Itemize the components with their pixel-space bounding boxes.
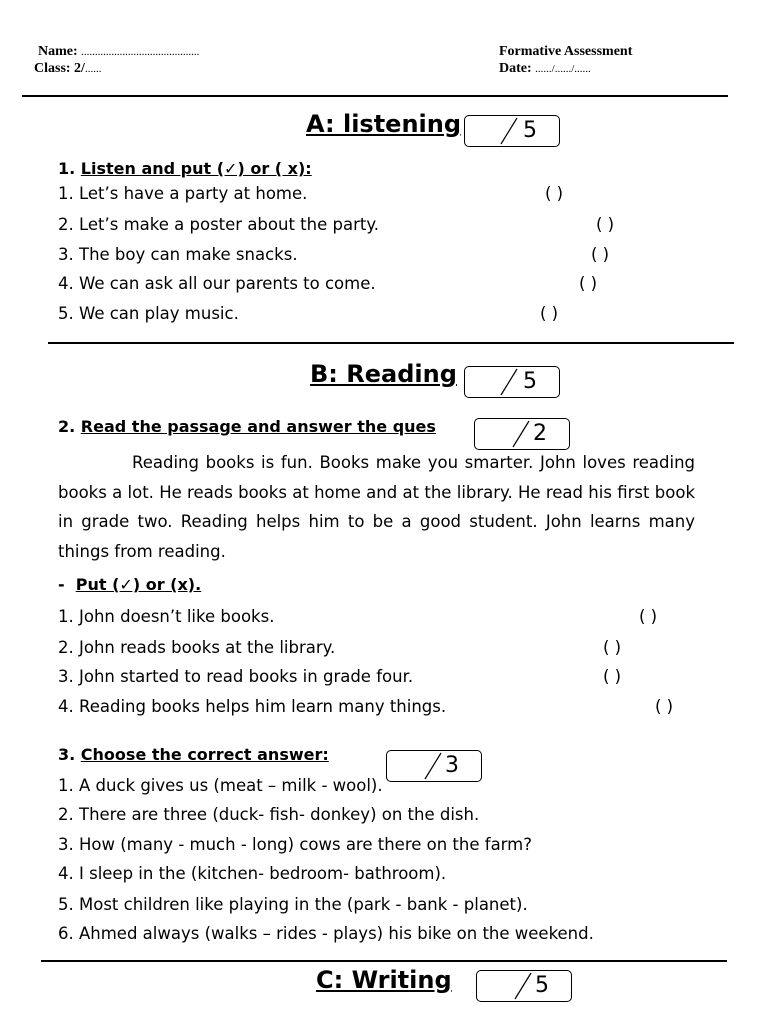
question-3-score: 3 [445,753,459,778]
answer-blank-a1[interactable]: ( ) [545,184,564,203]
tf-item-2: 2. John reads books at the library. [58,638,336,657]
name-field[interactable] [38,44,199,60]
answer-blank-b2[interactable]: ( ) [603,638,622,657]
tf-item-3: 3. John started to read books in grade four. [58,667,414,686]
question-2-heading [58,417,436,436]
question-2-text: Read the passage and answer the ques [80,417,436,436]
date-field[interactable] [499,61,591,77]
section-a-score-box [464,115,560,147]
date-blank[interactable]: ....../....../...... [535,63,591,75]
mc-item-5: 5. Most children like playing in the (park - bank - planet). [58,895,528,914]
question-1-text: Listen and put (✓) or ( x): [80,159,312,178]
question-3-text: Choose the correct answer: [80,745,329,764]
put-instruction [58,575,201,594]
answer-blank-a3[interactable]: ( ) [591,245,610,264]
section-b-title: B: Reading [310,360,457,388]
mc-item-6: 6. Ahmed always (walks – rides - plays) his bike on the weekend. [58,924,594,943]
section-c-score: 5 [535,973,549,998]
question-3-heading [58,745,329,764]
section-b-score: 5 [523,369,537,394]
reading-passage [58,448,695,566]
mc-item-3: 3. How (many - much - long) cows are there on the farm? [58,835,533,854]
assessment-title: Formative Assessment [499,44,633,59]
question-3-number: 3. [58,745,76,764]
header-divider [22,95,728,97]
class-field[interactable] [34,61,101,77]
section-b-score-box [464,366,560,398]
answer-blank-b4[interactable]: ( ) [655,697,674,716]
listening-item-5: 5. We can play music. [58,304,239,323]
answer-blank-a5[interactable]: ( ) [540,304,559,323]
reading-passage-text: Reading books is fun. Books make you smarter. John loves reading books a lot. He reads books at home and at the library. He read his first book in grade two. Reading helps him to be a good student. John learns many things from reading. [58,453,695,561]
section-c-score-box [476,970,572,1002]
class-blank[interactable]: ...... [84,63,102,75]
listening-item-4: 4. We can ask all our parents to come. [58,274,376,293]
answer-blank-a2[interactable]: ( ) [596,215,615,234]
question-2-score: 2 [533,421,547,446]
listening-item-3: 3. The boy can make snacks. [58,245,298,264]
put-dash: - [58,575,65,594]
answer-blank-a4[interactable]: ( ) [579,274,598,293]
put-text: Put (✓) or (x). [75,575,202,594]
question-3-score-box [386,750,482,782]
section-a-title: A: listening [306,110,462,138]
mc-item-1: 1. A duck gives us (meat – milk - wool). [58,776,383,795]
question-2-score-box [474,418,570,450]
section-b-divider [41,960,727,962]
mc-item-2: 2. There are three (duck- fish- donkey) on the dish. [58,805,480,824]
answer-blank-b3[interactable]: ( ) [603,667,622,686]
date-label: Date: [499,61,532,76]
section-c-title: C: Writing [316,966,452,994]
answer-blank-b1[interactable]: ( ) [639,607,658,626]
tf-item-1: 1. John doesn’t like books. [58,607,275,626]
name-label: Name: [38,44,78,59]
name-blank[interactable]: ........................................... [81,46,200,58]
question-1-number: 1. [58,159,76,178]
mc-item-4: 4. I sleep in the (kitchen- bedroom- bathroom). [58,864,447,883]
listening-item-2: 2. Let’s make a poster about the party. [58,215,379,234]
listening-item-1: 1. Let’s have a party at home. [58,184,308,203]
question-1-heading [58,159,312,178]
tf-item-4: 4. Reading books helps him learn many things. [58,697,447,716]
section-a-divider [48,342,734,344]
question-2-number: 2. [58,417,76,436]
section-a-score: 5 [523,118,537,143]
class-label: Class: 2/ [34,61,85,76]
